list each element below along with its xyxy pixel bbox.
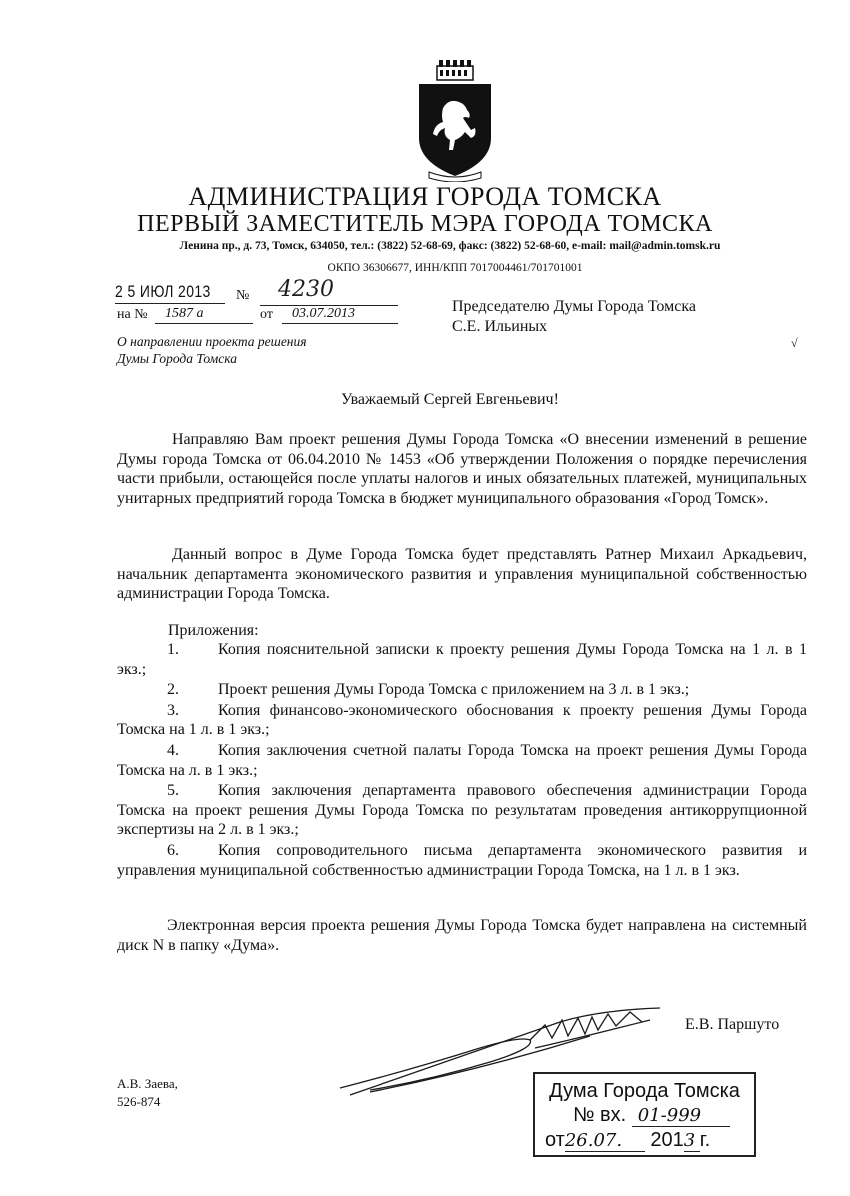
executor-phone: 526-874 [117, 1094, 161, 1109]
outgoing-number: 4230 [260, 277, 398, 306]
stamp-date-label: от [545, 1129, 565, 1151]
attachment-number: 1. [167, 641, 179, 658]
attachment-item [117, 781, 807, 840]
attachment-text: Копия заключения департамента правового обеспечения администрации Города Томска на проект решения Думы Города Томска по результатам проведения антикоррупционной экспертизы на 2 л. в 1 экз.; [117, 782, 807, 839]
attachment-number: 4. [167, 741, 179, 759]
stamp-year-digit: 3 [684, 1130, 700, 1152]
outgoing-date-stamp: 2 5 ИЮЛ 2013 [115, 282, 211, 301]
attachments-list [117, 640, 807, 881]
org-name: АДМИНИСТРАЦИЯ ГОРОДА ТОМСКА [188, 182, 662, 211]
body-paragraph-3: Электронная версия проекта решения Думы Города Томска будет направлена на системный диск N в папку «Дума». [117, 917, 807, 954]
body-paragraph-1: Направляю Вам проект решения Думы Города Томска «О внесении изменений в решение Думы города Томска от 06.04.2010 № 1453 «Об утверждении Положения о порядке перечисления части прибыли, остающейся после уплаты налогов и иных обязательных платежей, муниципальных унитарных предприятий города Томска в бюджет муниципального образования «Город Томск». [117, 431, 807, 507]
salutation: Уважаемый Сергей Евгеньевич! [341, 391, 559, 408]
reference-date-label: от [260, 307, 273, 322]
stamp-title: Дума Города Томска [549, 1080, 740, 1102]
stamp-number-line [573, 1104, 730, 1127]
body-paragraph-2: Данный вопрос в Думе Города Томска будет представлять Ратнер Михаил Аркадьевич, начальник департамента экономического развития и управления муниципальной собственностью администрации Города Томска. [117, 546, 807, 603]
signatory-name: Е.В. Паршуто [685, 1016, 780, 1033]
reference-number: 1587 а [155, 306, 253, 324]
attachment-item [117, 841, 807, 880]
stamp-year-prefix: 201 [650, 1129, 684, 1151]
stamp-number-label: № вх. [573, 1104, 627, 1126]
attachment-item [117, 701, 807, 740]
stamp-date: 26.07. [565, 1130, 645, 1152]
org-address: Ленина пр., д. 73, Томск, 634050, тел.: (3822) 52-68-69, факс: (3822) 52-68-60, e-mail: mail@admin.tomsk.ru [179, 240, 721, 252]
attachment-text: Копия финансово-экономического обоснования к проекту решения Думы Города Томска на 1 л. в 1 экз.; [117, 701, 807, 739]
executor-name: А.В. Заева, [117, 1076, 178, 1091]
date-underline [115, 303, 225, 304]
outgoing-number-label: № [236, 288, 250, 303]
recipient-title: Председателю Думы Города Томска [452, 298, 696, 315]
stamp-date-line [545, 1129, 710, 1152]
org-codes: ОКПО 36306677, ИНН/КПП 7017004461/701701001 [327, 262, 583, 274]
incoming-registration-stamp [533, 1072, 756, 1157]
reference-number-label: на № [117, 307, 148, 322]
reference-date: 03.07.2013 [282, 306, 398, 324]
attachment-text: Копия сопроводительного письма департамента экономического развития и управления муниципальной собственностью администрации Города Томска, на 1 л. в 1 экз. [117, 841, 807, 879]
attachment-item [117, 680, 807, 700]
org-subtitle: ПЕРВЫЙ ЗАМЕСТИТЕЛЬ МЭРА ГОРОДА ТОМСКА [137, 211, 713, 237]
attachment-number: 6. [167, 841, 179, 859]
margin-check-mark: √ [791, 336, 798, 350]
stamp-number: 01-999 [632, 1105, 730, 1127]
attachment-text: Копия пояснительной записки к проекту решения Думы Города Томска на 1 л. в 1 экз.; [117, 641, 807, 678]
attachment-item [117, 741, 807, 780]
attachment-number: 5. [167, 782, 179, 800]
attachment-number: 3. [167, 701, 179, 719]
attachments-title: Приложения: [168, 622, 259, 639]
stamp-year-suffix: г. [699, 1129, 711, 1151]
tomsk-coat-of-arms-icon [415, 58, 495, 182]
attachment-text: Проект решения Думы Города Томска с приложением на 3 л. в 1 экз.; [218, 681, 690, 699]
subject-line-2: Думы Города Томска [117, 351, 237, 366]
attachment-text: Копия заключения счетной палаты Города Томска на проект решения Думы Города Томска на л. в 1 экз.; [117, 741, 807, 779]
recipient-name: С.Е. Ильиных [452, 318, 548, 335]
attachment-number: 2. [167, 681, 179, 699]
attachment-item [117, 640, 807, 679]
subject-line-1: О направлении проекта решения [117, 334, 307, 349]
